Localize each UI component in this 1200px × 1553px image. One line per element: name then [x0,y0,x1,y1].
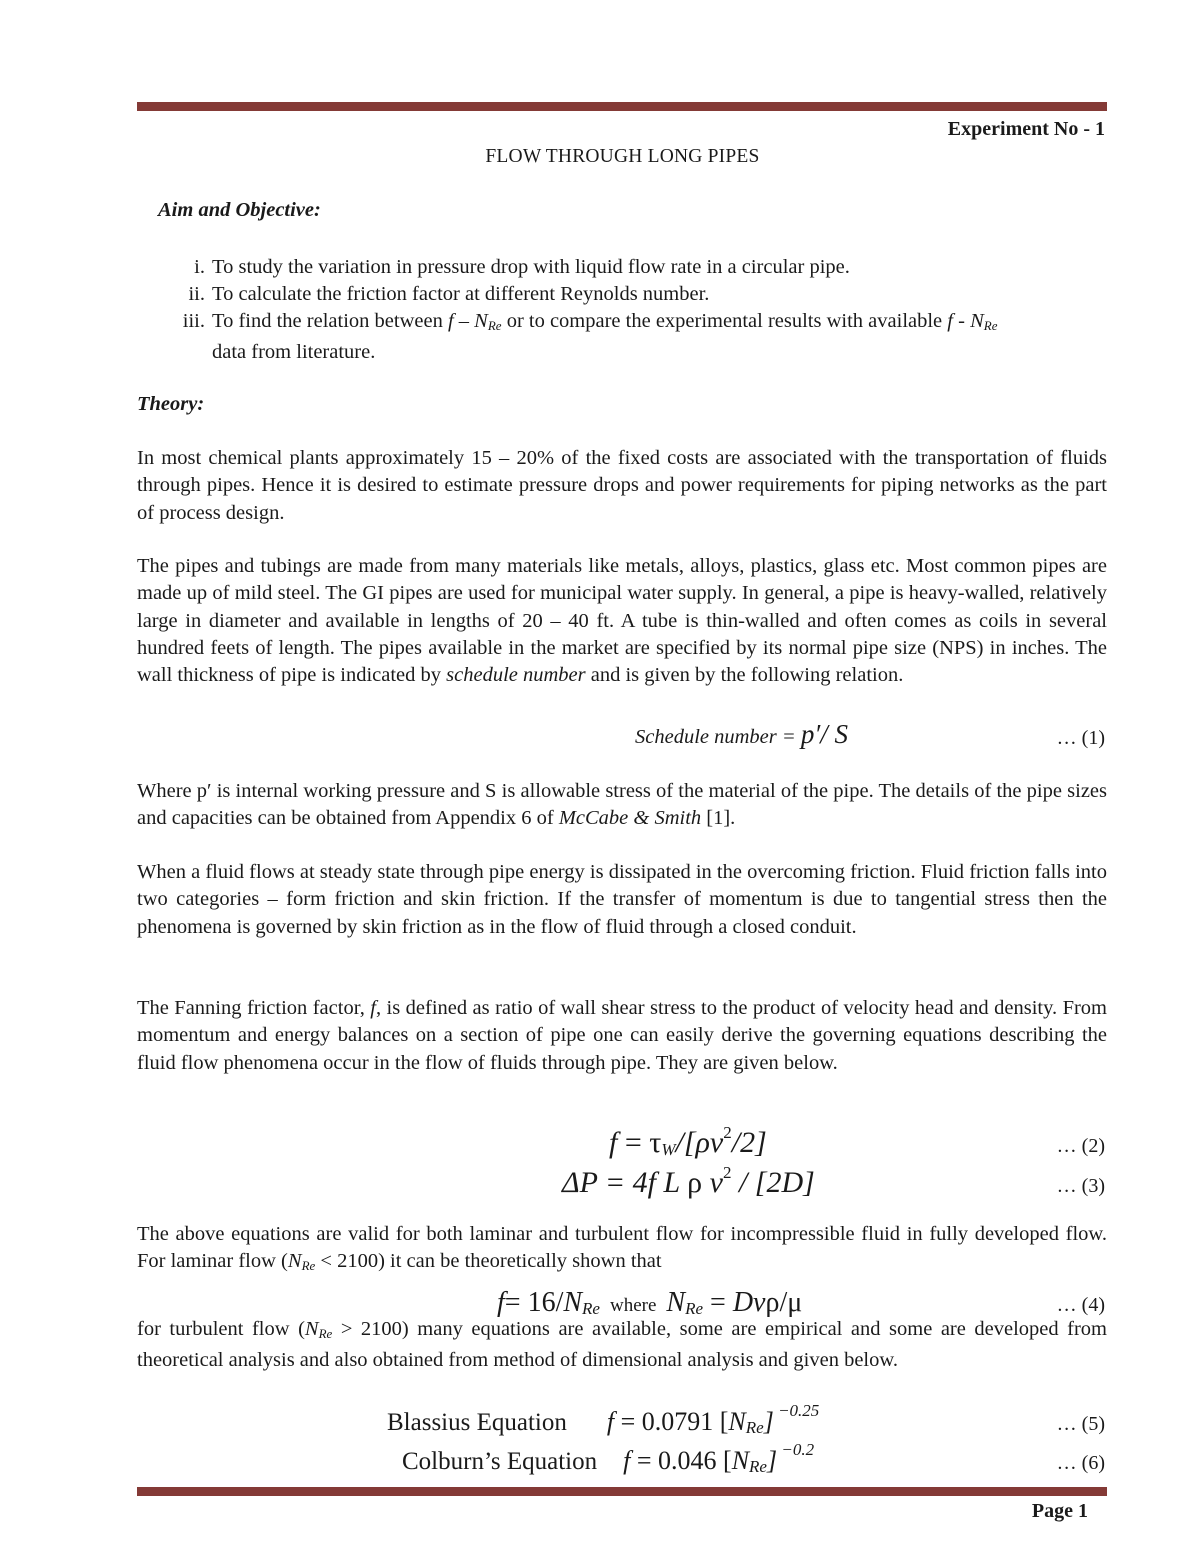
equation-3-body: ΔP = 4f L ρ $v^2 / [2D]$ [562,1163,815,1199]
equation-5-body: Blassius Equation f = 0.0791 [NRe] $^{-0.25}$ [387,1401,820,1437]
equation-number: … (4) [1056,1294,1105,1316]
theory-paragraph-4: When a fluid flows at steady state through pipe energy is dissipated in the overcoming friction. Fluid friction falls into two categories – form friction and skin friction. If the transfer of momentum is due to tangential stress then the phenomena is governed by skin friction as in the flow of fluid through a closed conduit. [137,861,1107,938]
equation-number: … (3) [1056,1175,1105,1197]
equation-1-body: Schedule number = p′/ S [635,719,849,749]
equation-4 [137,1283,1107,1319]
equation-number: … (6) [1056,1452,1105,1474]
objective-text: To find the relation between f – $N_{Re}$ or to compare the experimental results with available f - $N_{Re}$ data from literature. [212,310,998,363]
theory-paragraph-2: The pipes and tubings are made from many materials like metals, alloys, plastics, glass etc. Most common pipes are made up of mild steel. The GI pipes are used for municipal water supply. In general, a pipe is heavy-walled, relatively large in diameter and available in lengths of 20 – 40 ft. A tube is thin-walled and often comes as coils in several hundred feets of length. The pipes available in the market are specified by its normal pipe size (NPS) in inches. The wall thickness of pipe is indicated by schedule number and is given by the following relation. [137,555,1107,687]
equation-6 [137,1437,1107,1477]
theory-paragraph-6: The above equations are valid for both laminar and turbulent flow for incompressible fluid in fully developed flow. For laminar flow $(N_{Re} < 2100)$ it can be theoretically shown that [137,1223,1107,1274]
theory-paragraph-3: Where p′ is internal working pressure and S is allowable stress of the material of the pipe. The details of the pipe sizes and capacities can be obtained from Appendix 6 of McCabe & Smith [1]. [137,780,1107,830]
objective-number: iii. [182,310,205,332]
objective-text: To calculate the friction factor at different Reynolds number. [212,283,710,305]
equation-number: … (1) [1056,727,1105,749]
objective-text: To study the variation in pressure drop with liquid flow rate in a circular pipe. [212,256,850,278]
equation-2 [137,1120,1107,1160]
equation-4-body: f= 16/NRe where NRe = Dvρ/μ [497,1287,803,1318]
equation-6-body: Colburn’s Equation f = 0.046 [NRe] $^{-0.2}$ [402,1440,815,1476]
experiment-number: Experiment No - 1 [947,118,1105,140]
theory-paragraph-5: The Fanning friction factor, f, is defined as ratio of wall shear stress to the product of velocity head and density. From momentum and energy balances on a section of pipe one can easily derive the governing equations describing the fluid flow phenomena occur in the flow of fluids through pipe. They are given below. [137,997,1107,1074]
theory-paragraph-7: for turbulent flow $(N_{Re} > 2100)$ many equations are available, some are empirical and some are developed from theoretical analysis and also obtained from method of dimensional analysis and given below. [137,1318,1107,1372]
header-rule [137,102,1107,111]
equation-1 [137,718,1107,752]
equation-5 [137,1398,1107,1438]
footer-rule [137,1487,1107,1496]
theory-heading: Theory: [137,393,205,415]
equation-3 [137,1160,1107,1200]
aim-heading: Aim and Objective: [158,199,321,221]
objective-number: ii. [188,283,205,305]
equation-2-body: $f = \tau W/[\rho v^2/2]$ [609,1123,767,1159]
page-number: Page 1 [1031,1500,1088,1522]
page-title: FLOW THROUGH LONG PIPES [485,146,760,167]
equation-number: … (5) [1056,1413,1105,1435]
equation-number: … (2) [1056,1135,1105,1157]
objective-number: i. [194,256,205,278]
theory-paragraph-1: In most chemical plants approximately 15 – 20% of the fixed costs are associated with the transportation of fluids through pipes. Hence it is desired to estimate pressure drops and power requirements for piping networks as the part of process design. [137,447,1107,524]
